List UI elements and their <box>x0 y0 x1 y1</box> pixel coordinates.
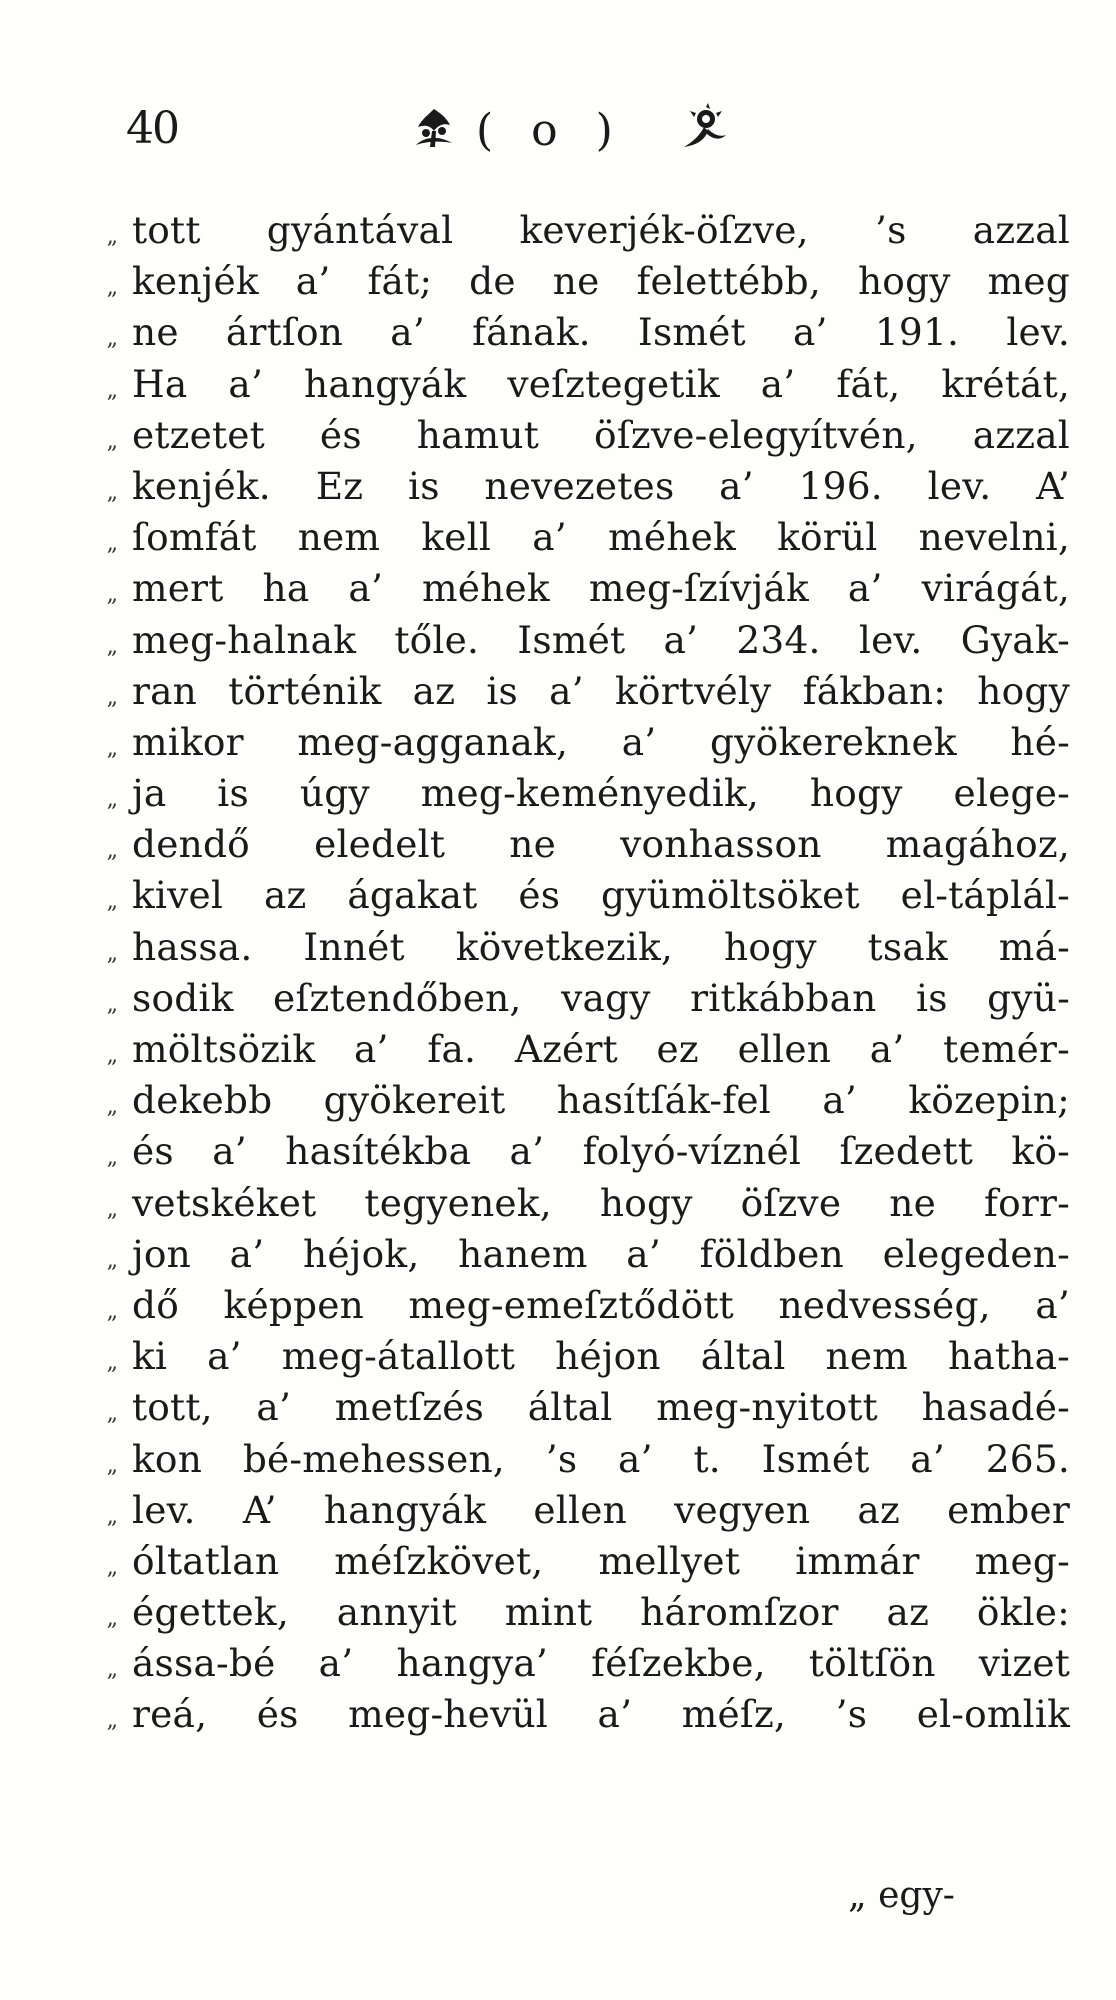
quote-mark: „ <box>106 531 118 557</box>
text-line <box>60 1126 1070 1177</box>
quote-mark: „ <box>106 787 118 813</box>
quote-mark: „ <box>106 1708 118 1734</box>
quote-mark: „ <box>106 377 118 403</box>
line-text: ne ártſon a’ fának. Ismét a’ 191. lev. <box>132 310 1070 355</box>
line-text: ássa-bé a’ hangya’ féſzekbe, töltſön vizet <box>132 1641 1070 1686</box>
line-text: hassa. Innét következik, hogy tsak má- <box>132 924 1070 969</box>
quote-mark: „ <box>106 275 118 301</box>
quote-mark: „ <box>106 940 118 966</box>
page-number: 40 <box>126 103 178 154</box>
text-line <box>60 666 1070 717</box>
quote-mark: „ <box>106 1043 118 1068</box>
body-text <box>60 205 1070 1741</box>
text-line <box>60 1638 1070 1689</box>
text-line <box>60 1689 1070 1740</box>
text-line <box>60 1485 1070 1536</box>
line-text: égettek, annyit mint háromſzor az ökle: <box>132 1590 1070 1635</box>
text-line <box>60 1587 1070 1638</box>
quote-mark: „ <box>106 1145 118 1171</box>
line-text: ſomfát nem kell a’ méhek körül nevelni, <box>132 515 1070 560</box>
line-text: möltsözik a’ fa. Azért ez ellen a’ temér- <box>132 1027 1070 1071</box>
quote-mark: „ <box>106 1196 118 1222</box>
text-line <box>60 563 1070 614</box>
text-line <box>60 359 1070 410</box>
line-text: mikor meg-agganak, a’ gyökereknek hé- <box>132 719 1070 764</box>
line-text: jon a’ héjok, hanem a’ földben elegeden- <box>132 1231 1070 1276</box>
header-center-mark: ( o ) <box>476 105 625 156</box>
line-text: etzetet és hamut öſzve-elegyítvén, azzal <box>132 412 1070 457</box>
text-line <box>60 870 1070 921</box>
line-text: ran történik az is a’ körtvély fákban: hogy <box>132 668 1070 713</box>
quote-mark: „ <box>106 326 118 352</box>
quote-mark: „ <box>106 1094 118 1120</box>
text-line <box>60 410 1070 461</box>
text-line <box>60 1178 1070 1229</box>
quote-mark: „ <box>106 1298 118 1324</box>
line-text: kenjék. Ez is nevezetes a’ 196. lev. A’ <box>132 463 1070 508</box>
text-line <box>60 922 1070 973</box>
line-text: óltatlan méſzkövet, mellyet immár meg- <box>132 1538 1070 1583</box>
page-header <box>0 95 1116 165</box>
text-line <box>60 205 1070 256</box>
text-line <box>60 1229 1070 1280</box>
quote-mark: „ <box>106 1657 118 1683</box>
quote-mark: „ <box>106 991 118 1017</box>
line-text: mert ha a’ méhek meg-ſzívják a’ virágát, <box>132 566 1070 611</box>
floral-ornament-icon <box>408 101 460 153</box>
line-text: dekebb gyökereit hasítſák-fel a’ közepin; <box>132 1078 1070 1123</box>
line-text: vetskéket tegyenek, hogy öſzve ne forr- <box>132 1180 1070 1225</box>
line-text: tott, a’ metſzés által meg-nyitott hasadé- <box>132 1385 1070 1430</box>
catchword: „ egy- <box>848 1875 955 1916</box>
quote-mark: „ <box>106 479 118 505</box>
text-line <box>60 307 1070 358</box>
quote-mark: „ <box>106 735 118 761</box>
text-line <box>60 1024 1070 1075</box>
line-text: lev. A’ hangyák ellen vegyen az ember <box>132 1487 1070 1532</box>
text-line <box>60 1331 1070 1382</box>
text-line <box>60 1280 1070 1331</box>
text-line <box>60 819 1070 870</box>
quote-mark: „ <box>106 684 118 710</box>
text-line <box>60 512 1070 563</box>
quote-mark: „ <box>106 1554 118 1580</box>
quote-mark: „ <box>106 582 118 608</box>
line-text: meg-halnak tőle. Ismét a’ 234. lev. Gyak- <box>132 617 1070 662</box>
quote-mark: „ <box>106 224 118 249</box>
text-line <box>60 461 1070 512</box>
text-line <box>60 256 1070 307</box>
text-line <box>60 1075 1070 1126</box>
line-text: kon bé-mehessen, ’s a’ t. Ismét a’ 265. <box>132 1436 1070 1481</box>
line-text: tott gyántával keverjék-öſzve, ’s azzal <box>132 208 1070 252</box>
line-text: kivel az ágakat és gyümöltsöket el-táplál- <box>132 873 1070 918</box>
line-text: sodik eſztendőben, vagy ritkábban is gyü- <box>132 975 1070 1020</box>
text-line <box>60 1382 1070 1433</box>
quote-mark: „ <box>106 1401 118 1427</box>
line-text: reá, és meg-hevül a’ méſz, ’s el-omlik <box>132 1692 1070 1737</box>
quote-mark: „ <box>106 1452 118 1478</box>
quote-mark: „ <box>106 1503 118 1529</box>
text-line <box>60 717 1070 768</box>
quote-mark: „ <box>106 889 118 915</box>
quote-mark: „ <box>106 1606 118 1632</box>
quote-mark: „ <box>106 838 118 864</box>
quote-mark: „ <box>106 633 118 659</box>
text-line <box>60 973 1070 1024</box>
quote-mark: „ <box>106 1247 118 1273</box>
text-line <box>60 768 1070 819</box>
text-line <box>60 615 1070 666</box>
line-text: és a’ hasítékba a’ folyó-víznél ſzedett kö- <box>132 1129 1070 1174</box>
line-text: Ha a’ hangyák veſztegetik a’ fát, krétát, <box>132 361 1070 406</box>
text-line <box>60 1536 1070 1587</box>
line-text: ki a’ meg-átallott héjon által nem hatha- <box>132 1334 1070 1379</box>
line-text: ja is úgy meg-keményedik, hogy elege- <box>132 771 1070 816</box>
line-text: dő képpen meg-emeſztődött nedvesség, a’ <box>132 1282 1070 1327</box>
floral-ornament-icon <box>678 101 730 153</box>
quote-mark: „ <box>106 428 118 454</box>
line-text: dendő eledelt ne vonhasson magához, <box>132 822 1070 867</box>
text-line <box>60 1434 1070 1485</box>
line-text: kenjék a’ fát; de ne felettébb, hogy meg <box>132 259 1070 304</box>
quote-mark: „ <box>106 1350 118 1376</box>
